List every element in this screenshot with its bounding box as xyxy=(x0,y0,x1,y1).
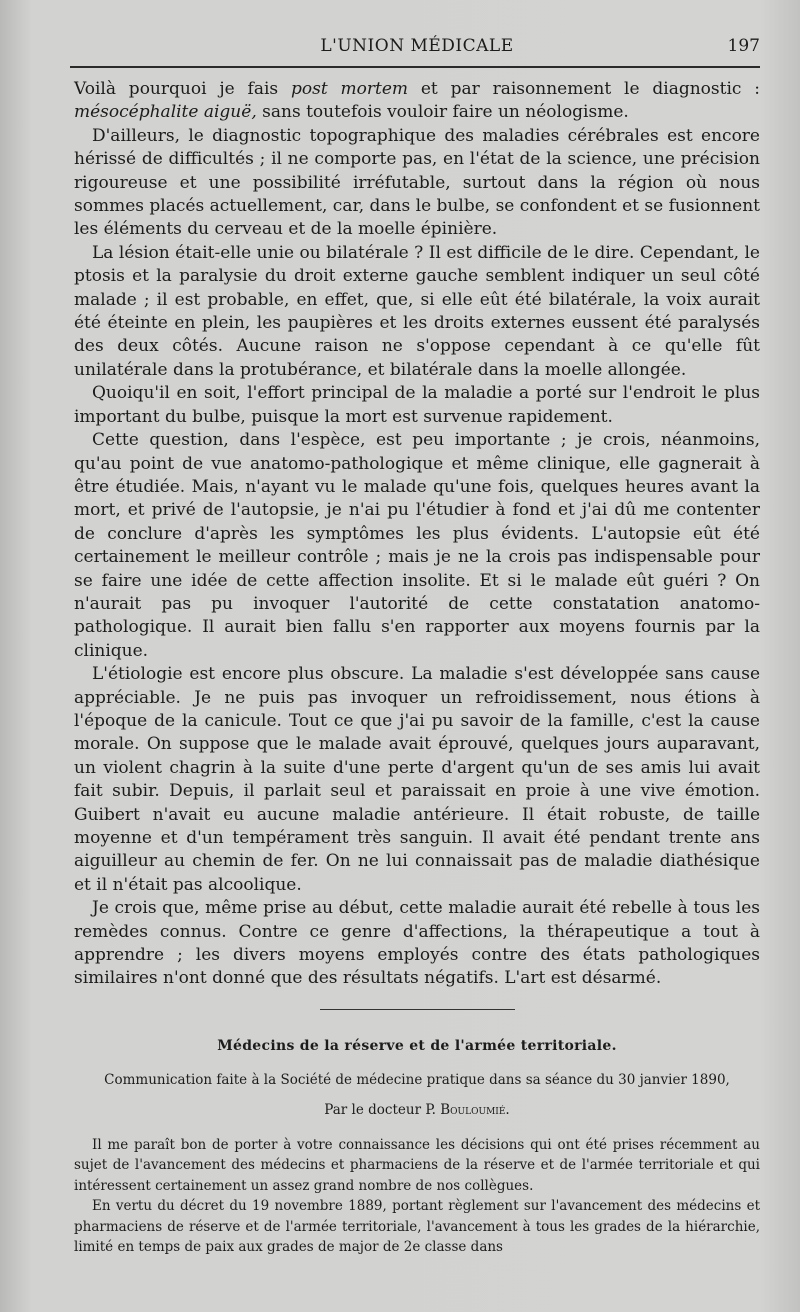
author-name: Bouloumié. xyxy=(440,1102,510,1119)
p1-text-b: et par raisonnement le diagnostic : xyxy=(408,79,760,99)
header-rule xyxy=(70,66,760,68)
paragraph-2: D'ailleurs, le diagnostic topographique des maladies cérébrales est encore hérissé de difficultés ; il ne comporte pas, en l'état de la science, une précision rigoureuse et une possibilité irréfutable, surtout dans la région où nous sommes placés actuellement, car, dans le bulbe, se confondent et se fusionnent les éléments du cerveau et de la moelle épinière. xyxy=(74,125,760,240)
p1-italic-a: post mortem xyxy=(290,79,409,99)
paragraph-3: La lésion était-elle unie ou bilatérale ? Il est difficile de le dire. Cependant, le ptosis et la paralysie du droit externe gauche semblent indiquer un seul côté malade ; il est probable, en effet, que, si elle eût été bilatérale, la voix aurait été éteinte en plein, les paupières et les droits externes eussent été paralysés des deux côtés. Aucune raison ne s'oppose cependant à ce qu'elle fût unilatérale dans la protubérance, et bilatérale dans la moelle allongée. xyxy=(74,242,760,380)
p1-italic-b: mésocéphalite aiguë, xyxy=(74,102,257,123)
article-title: Médecins de la réserve et de l'armée territoriale. xyxy=(217,1037,617,1054)
section-separator xyxy=(320,1009,515,1010)
article-subtitle: Communication faite à la Société de médecine pratique dans sa séance du 30 janvier 1890, xyxy=(104,1071,730,1088)
article-author xyxy=(74,1100,760,1121)
article-paragraph-1: Il me paraît bon de porter à votre connaissance les décisions qui ont été prises récemment au sujet de l'avancement des médecins et pharmaciens de la réserve et de l'armée territoriale et qui intéressent certainement un assez grand nombre de nos collègues. xyxy=(74,1136,760,1194)
paragraph-1 xyxy=(74,78,760,125)
paragraph-7: Je crois que, même prise au début, cette maladie aurait été rebelle à tous les remèdes connus. Contre ce genre d'affections, la thérapeutique a tout à apprendre ; les divers moyens employés contre des états pathologiques similaires n'ont donné que des résultats négatifs. L'art est désarmé. xyxy=(74,898,760,989)
paragraph-4: Quoiqu'il en soit, l'effort principal de la maladie a porté sur l'endroit le plus important du bulbe, puisque la mort est survenue rapidement. xyxy=(74,383,760,427)
p1-text-a: Voilà pourquoi je fais xyxy=(74,79,291,99)
paragraph-5: Cette question, dans l'espèce, est peu importante ; je crois, néanmoins, qu'au point de vue anatomo-pathologique et même clinique, elle gagnerait à être étudiée. Mais, n'ayant vu le malade qu'une fois, quelques heures avant la mort, et privé de l'autopsie, je n'ai pu l'étudier à fond et j'ai dû me contenter de conclure d'après les symptômes les plus évidents. L'autopsie eût été certainement le meilleur contrôle ; mais je ne la crois pas indispensable pour se faire une idée de cette affection insolite. Et si le malade eût guéri ? On n'aurait pas pu invoquer l'autorité de cette constatation anatomo-pathologique. Il aurait bien fallu s'en rapporter aux moyens fournis par la clinique. xyxy=(74,430,760,661)
paragraph-6: L'étiologie est encore plus obscure. La maladie s'est développée sans cause appréciable. Je ne puis pas invoquer un refroidissement, nous étions à l'époque de la canicule. Tout ce que j'ai pu savoir de la famille, c'est la cause morale. On suppose que le malade avait éprouvé, quelques jours auparavant, un violent chagrin à la suite d'une perte d'argent qu'un de ses amis lui avait fait subir. Depuis, il parlait seul et paraissait en proie à une vive émotion. Guibert n'avait eu aucune maladie antérieure. Il était robuste, de taille moyenne et d'un tempérament très sanguin. Il avait été pendant trente ans aiguilleur au chemin de fer. On ne lui connaissait pas de maladie diathésique et il n'était pas alcoolique. xyxy=(74,664,760,895)
article-paragraph-2: En vertu du décret du 19 novembre 1889, portant règlement sur l'avancement des médecins et pharmaciens de réserve et de l'armée territoriale, l'avancement à tous les grades de la hiérarchie, limité en temps de paix aux grades de major de 2e classe dans xyxy=(74,1198,760,1256)
page-header xyxy=(74,36,760,66)
running-title: L'UNION MÉDICALE xyxy=(320,36,514,56)
author-prefix: Par le docteur P. xyxy=(324,1102,441,1119)
p1-text-c: sans toutefois vouloir faire un néologisme. xyxy=(256,102,629,123)
main-text xyxy=(74,78,760,991)
page-number: 197 xyxy=(727,36,760,56)
article-body xyxy=(74,1135,760,1258)
